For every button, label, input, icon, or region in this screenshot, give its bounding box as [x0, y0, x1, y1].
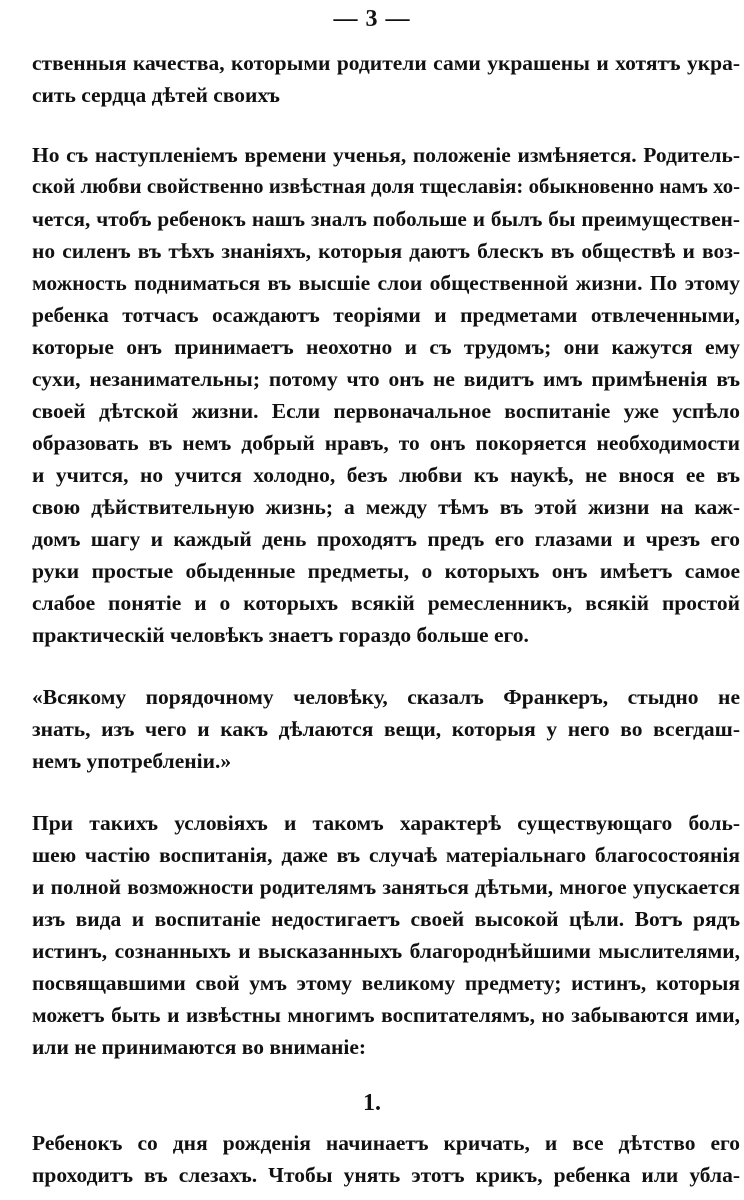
paragraph-2-line-10: образовать въ немъ добрый нравъ, то онъ покоряется необходимости [32, 431, 740, 455]
paragraph-4-line-2: шею частію воспитанія, даже въ случаѣ матеріальнаго благосостоянія [32, 843, 740, 867]
paragraph-4-line-1: При такихъ условіяхъ и такомъ характерѣ существующаго боль- [32, 811, 740, 835]
paragraph-4-line-3: и полной возможности родителямъ заняться дѣтьми, многое упускается [32, 875, 740, 899]
paragraph-4-line-5: истинъ, сознанныхъ и высказанныхъ благороднѣйшими мыслителями, [32, 939, 740, 963]
paragraph-4-line-6: посвящавшими свой умъ этому великому предмету; истинъ, которыя [32, 971, 740, 995]
paragraph-2-line-13: домъ шагу и каждый день проходятъ предъ его глазами и чрезъ его [32, 527, 740, 551]
paragraph-2-line-8: сухи, незанимательны; потому что онъ не видитъ имъ примѣненія въ [32, 367, 740, 391]
paragraph-2-line-2: ской любви свойственно извѣстная доля тщеславія: обыкновенно намъ хо- [32, 176, 740, 198]
quote-line-1: «Всякому порядочному человѣку, сказалъ Франкеръ, стыдно не [32, 685, 740, 709]
paragraph-2-line-9: своей дѣтской жизни. Если первоначальное воспитаніе уже успѣло [32, 399, 740, 423]
paragraph-2-line-5: можность подниматься въ высшіе слои общественной жизни. По этому [32, 271, 740, 295]
final-paragraph-line-1: Ребенокъ со дня рожденія начинаетъ кричать, и все дѣтство его [32, 1131, 740, 1155]
quote-line-3: немъ употребленіи.» [32, 749, 232, 773]
paragraph-2-line-1: Но съ наступленіемъ времени ученья, положеніе измѣняется. Родитель- [32, 143, 740, 167]
paragraph-2-line-7: которые онъ принимаетъ неохотно и съ трудомъ; они кажутся ему [32, 335, 740, 359]
paragraph-2-line-11: и учится, но учится холодно, безъ любви къ наукѣ, не внося ее въ [32, 463, 740, 487]
paragraph-2-line-12: свою дѣйствительную жизнь; а между тѣмъ въ этой жизни на каж- [32, 495, 740, 519]
section-number: 1. [363, 1090, 381, 1116]
quote-line-2: знать, изъ чего и какъ дѣлаются вещи, которыя у него во всегдаш- [32, 717, 740, 741]
paragraph-1-line-2: сить сердца дѣтей своихъ [32, 83, 280, 107]
final-paragraph-line-2: проходитъ въ слезахъ. Чтобы унять этотъ крикъ, ребенка или убла- [32, 1163, 740, 1187]
page-number: — 3 — [333, 6, 411, 32]
paragraph-2-line-14: руки простые обыденные предметы, о которыхъ онъ имѣетъ самое [32, 559, 740, 583]
paragraph-4-line-8: или не принимаются во вниманіе: [32, 1035, 367, 1059]
paragraph-2-line-15: слабое понятіе и о которыхъ всякій ремесленникъ, всякій простой [32, 591, 740, 615]
paragraph-2-line-6: ребенка тотчасъ осаждаютъ теоріями и предметами отвлеченными, [32, 303, 740, 327]
paragraph-2-line-3: чется, чтобъ ребенокъ нашъ зналъ побольше и былъ бы преимуществен- [32, 207, 740, 231]
paragraph-1-line-1: ственныя качества, которыми родители сами украшены и хотятъ укра- [32, 51, 740, 75]
paragraph-2-line-16: практическій человѣкъ знаетъ гораздо больше его. [32, 623, 529, 647]
paragraph-2-line-4: но силенъ въ тѣхъ знаніяхъ, которыя даютъ блескъ въ обществѣ и воз- [32, 239, 740, 263]
paragraph-4-line-7: можетъ быть и извѣстны многимъ воспитателямъ, но забываются ими, [32, 1003, 740, 1027]
paragraph-4-line-4: изъ вида и воспитаніе недостигаетъ своей высокой цѣли. Вотъ рядъ [32, 907, 740, 931]
